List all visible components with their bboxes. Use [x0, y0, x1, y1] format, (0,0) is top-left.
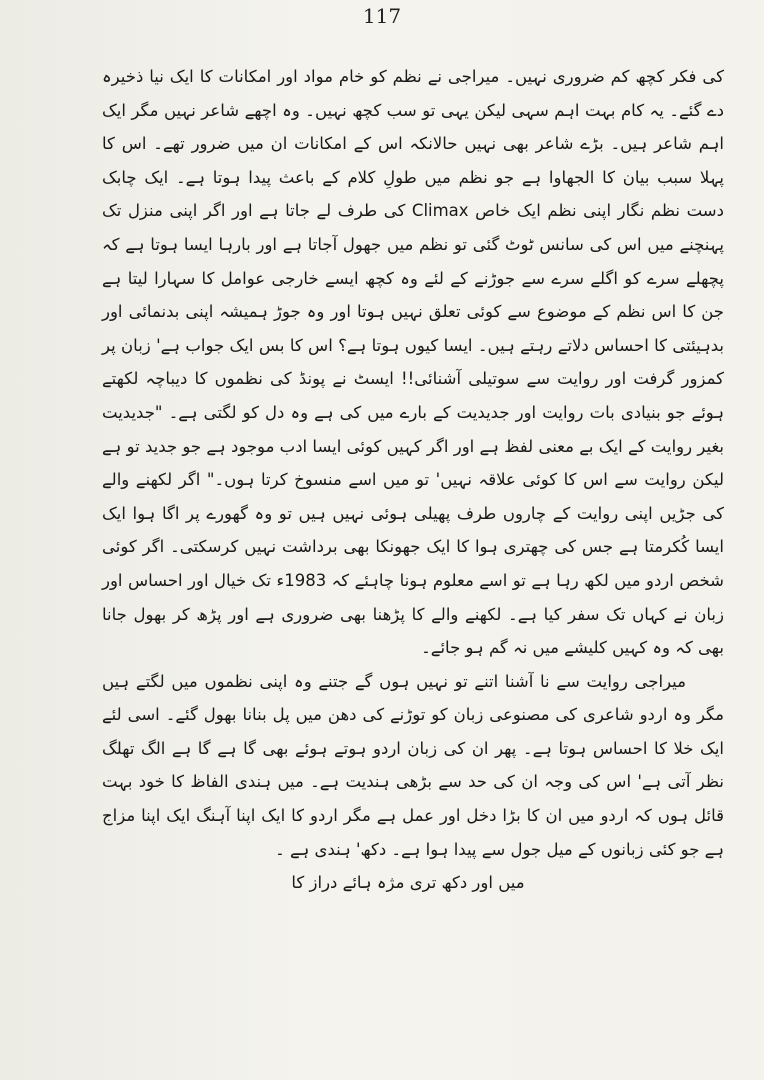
verse-line: میں اور دکھ تری مژہ ہائے دراز کا [291, 873, 525, 893]
page-number: 117 [362, 4, 402, 28]
paragraph: میراجی روایت سے نا آشنا اتنے تو نہیں ہوں گے جتنے وہ اپنی نظموں میں لگتے ہیں مگر وہ اردو شاعری کی مصنوعی زبان کو توڑنے کی دھن میں پل بنانا بھول گئے۔ اسی لئے ایک خلا کا احساس ہوتا ہے۔ پھر ان کی زبان اردو ہوتے ہوئے بھی گا ہے گا ہے الگ تھلگ نظر آتی ہے' اس کی وجہ ان کی حد سے بڑھی ہندیت ہے۔ میں ہندی الفاظ کا خود بہت قائل ہوں کہ اردو میں ان کا بڑا دخل اور عمل ہے مگر اردو کا ایک اپنا آہنگ ایک اپنا مزاج ہے جو کئی زبانوں کے میل جول سے پیدا ہوا ہے۔ دکھ' ہندی ہے ۔ [102, 671, 724, 859]
paragraph: کی فکر کچھ کم ضروری نہیں۔ میراجی نے نظم کو خام مواد اور امکانات کا ایک نیا ذخیرہ دے گئے۔ یہ کام بہت اہم سہی لیکن یہی تو سب کچھ نہیں۔ وہ اچھے شاعر نہیں مگر ایک اہم شاعر ہیں۔ بڑے شاعر بھی نہیں حالانکہ اس کے امکانات ان میں ضرور تھے۔ اس کا پہلا سبب بیان کا الجھاوا ہے جو نظم میں طولِ کلام کے باعث پیدا ہوتا ہے۔ ایک چابک دست نظم نگار اپنی نظم ایک خاص Climax کی طرف لے جاتا ہے اور اگر اپنی منزل تک پہنچنے میں اس کی سانس ٹوٹ گئی تو نظم میں جھول آجاتا ہے اور بارہا ایسا ہوتا ہے کہ پچھلے سرے کو اگلے سرے سے جوڑنے کے لئے وہ کچھ ایسے خارجی عوامل کا سہارا لیتا ہے جن کا اس نظم کے موضوع سے کوئی تعلق نہیں ہوتا اور وہ جوڑ ہمیشہ اپنی بدنمائی اور بدہیئتی کا احساس دلاتے رہتے ہیں۔ ایسا کیوں ہوتا ہے؟ اس کا بس ایک جواب ہے' زبان پر کمزور گرفت اور روایت سے سوتیلی آشنائی!! ایسٹ نے پونڈ کی نظموں کا دیباچہ لکھتے ہوئے جو بنیادی بات روایت اور جدیدیت کے بارے میں کی ہے وہ دل کو لگتی ہے۔ "جدیدیت بغیر روایت کے ایک بے معنی لفظ ہے اور اگر کہیں کوئی ایسا ادب موجود ہے جو جدید تو ہے لیکن روایت سے اس کا کوئی علاقہ نہیں' تو میں اسے منسوخ کرتا ہوں۔" اگر لکھنے والے کی جڑیں اپنی روایت کے چاروں طرف پھیلی ہوئی نہیں ہیں تو وہ گھورے پر اگا ہوا ایک ایسا کُکرمتا ہے جس کی چھتری ہوا کا ایک جھونکا بھی برداشت نہیں کرسکتی۔ اگر کوئی شخص اردو میں لکھ رہا ہے تو اسے معلوم ہونا چاہئے کہ 1983ء تک خیال اور احساس اور زبان نے کہاں تک سفر کیا ہے۔ لکھنے والے کا پڑھنا بھی ضروری ہے اور پڑھ کر بھول جانا بھی کہ وہ کہیں کلیشے میں نہ گم ہو جائے۔ [102, 67, 724, 658]
page-body [102, 60, 724, 900]
